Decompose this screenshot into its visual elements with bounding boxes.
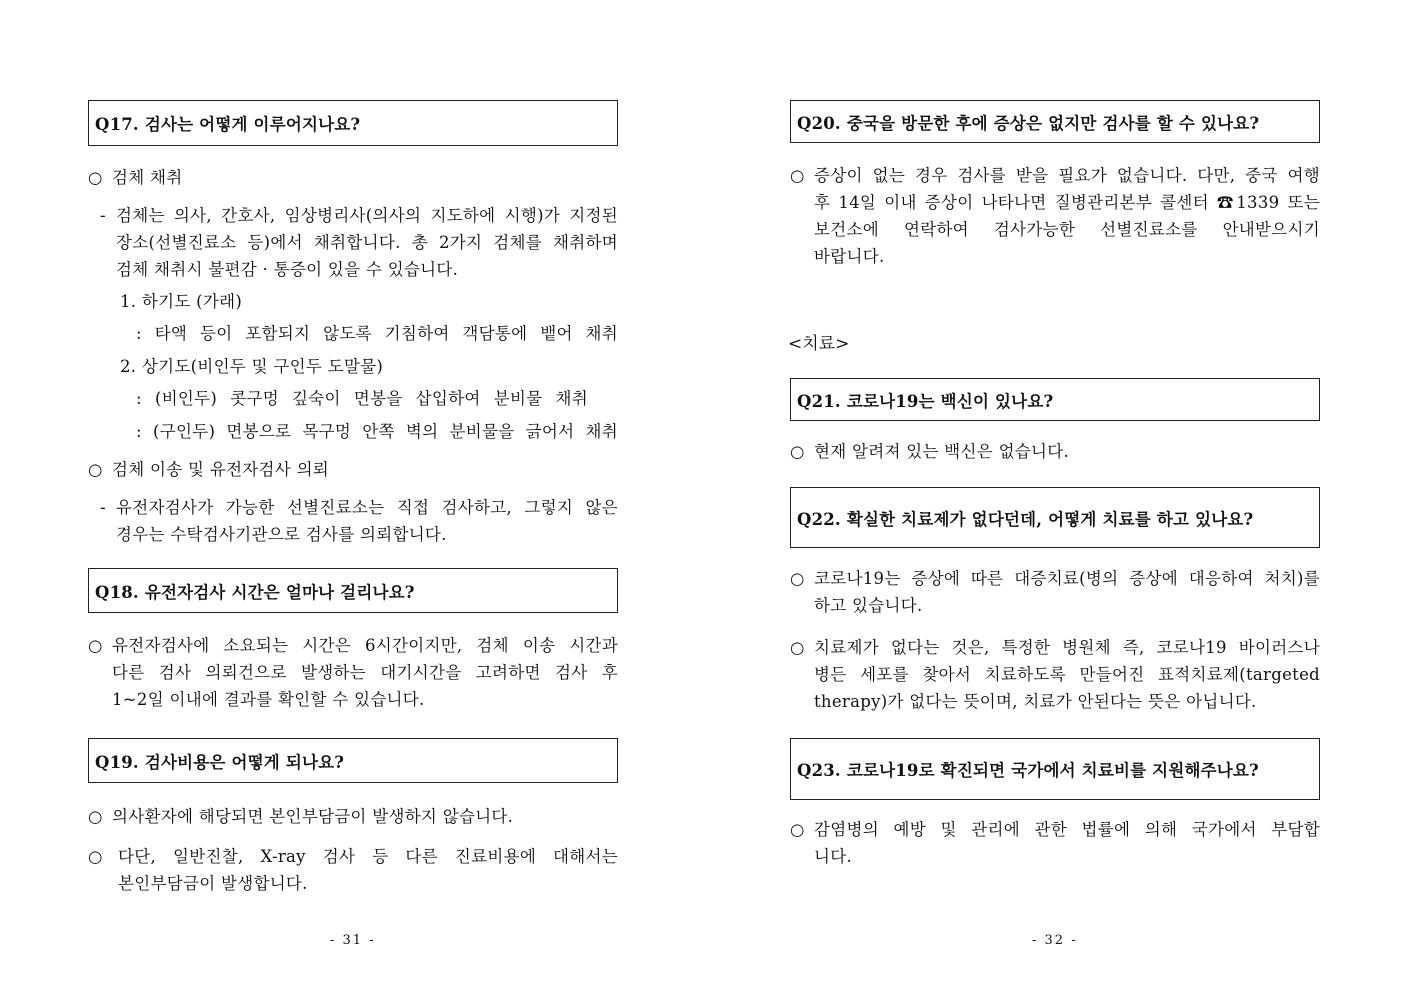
paragraph-line: 증상이 없는 경우 검사를 받을 필요가 없습니다. 다만, 중국 여행 (814, 166, 1320, 185)
bullet-item (88, 632, 618, 713)
desc-text: : (구인두) 면봉으로 목구멍 안쪽 벽의 분비물을 긁어서 채취 (136, 422, 618, 441)
bullet-symbol: ○ (790, 442, 805, 461)
bullet-item (88, 164, 183, 191)
question-box-q22 (790, 487, 1320, 548)
numbered-item: 1. 하기도 (가래) (120, 292, 243, 311)
section-heading: <치료> (788, 334, 850, 354)
bullet-symbol: ○ (88, 636, 103, 655)
bullet-text: 현재 알려져 있는 백신은 없습니다. (814, 442, 1070, 461)
bullet-symbol: ○ (790, 638, 805, 657)
bullet-item (790, 162, 1320, 270)
question-title: Q21. 코로나19는 백신이 있나요? (797, 391, 1054, 411)
paragraph-line: 경우는 수탁검사기관으로 검사를 의뢰합니다. (116, 525, 447, 544)
paragraph-line: 후 14일 이내 증상이 나타나면 질병관리본부 콜센터 ☎1339 또는 (814, 193, 1320, 212)
paragraph-line: 본인부담금이 발생합니다. (118, 874, 308, 893)
paragraph-line: 보건소에 연락하여 검사가능한 선별진료소를 안내받으시기 (814, 220, 1320, 239)
paragraph-line: 검체는 의사, 간호사, 임상병리사(의사의 지도하에 시행)가 지정된 (116, 206, 618, 225)
bullet-symbol: ○ (88, 168, 103, 187)
question-title: Q17. 검사는 어떻게 이루어지나요? (95, 115, 361, 134)
numbered-item: 2. 상기도(비인두 및 구인두 도말물) (120, 357, 384, 376)
left-page (0, 0, 701, 992)
bullet-text: 검체 이송 및 유전자검사 의뢰 (112, 460, 330, 479)
question-title: Q23. 코로나19로 확진되면 국가에서 치료비를 지원해주나요? (797, 761, 1259, 780)
right-page (702, 0, 1403, 992)
paragraph-line: 병든 세포를 찾아서 치료하도록 만들어진 표적치료제(targeted (814, 665, 1320, 684)
page-number: - 31 - (330, 933, 376, 948)
question-title: Q22. 확실한 치료제가 없다던데, 어떻게 치료를 하고 있나요? (797, 509, 1254, 529)
numbered-item-desc (136, 418, 618, 445)
bullet-symbol: ○ (88, 807, 103, 826)
bullet-symbol: ○ (88, 460, 103, 479)
page-number: - 32 - (1032, 933, 1078, 948)
paragraph-line: 하고 있습니다. (814, 596, 923, 615)
desc-text: : (비인두) 콧구멍 깊숙이 면봉을 삽입하여 분비물 채취 (136, 389, 588, 408)
bullet-text: 검체 채취 (112, 168, 183, 187)
question-box-q19 (88, 738, 618, 783)
bullet-item (790, 816, 1320, 870)
question-title: Q19. 검사비용은 어떻게 되나요? (95, 752, 345, 772)
bullet-symbol: ○ (790, 820, 805, 839)
question-box-q20 (790, 100, 1320, 143)
dash-item (100, 202, 618, 283)
paragraph-line: 니다. (814, 847, 853, 866)
desc-text: : 타액 등이 포함되지 않도록 기침하여 객담통에 뱉어 채취 (136, 324, 618, 343)
paragraph-line: 감염병의 예방 및 관리에 관한 법률에 의해 국가에서 부담합 (814, 820, 1320, 839)
question-title: Q18. 유전자검사 시간은 얼마나 걸리나요? (95, 582, 415, 602)
bullet-symbol: ○ (790, 569, 805, 588)
bullet-item (790, 565, 1320, 619)
numbered-item-desc (136, 320, 618, 347)
bullet-item (790, 634, 1320, 715)
dash-item (100, 494, 618, 548)
paragraph-line: 장소(선별진료소 등)에서 채취합니다. 총 2가지 검체를 채취하며 (116, 233, 618, 252)
dash-symbol: - (100, 498, 106, 517)
paragraph-line: 1~2일 이내에 결과를 확인할 수 있습니다. (112, 690, 425, 709)
bullet-symbol: ○ (790, 166, 805, 185)
question-box-q21 (790, 378, 1320, 421)
paragraph-line: 검체 채취시 불편감 · 통증이 있을 수 있습니다. (116, 260, 459, 279)
paragraph-line: 치료제가 없다는 것은, 특정한 병원체 즉, 코로나19 바이러스나 (814, 638, 1320, 657)
bullet-item (88, 456, 329, 483)
bullet-item (88, 843, 618, 897)
question-box-q18 (88, 568, 618, 613)
paragraph-line: 다른 검사 의뢰건으로 발생하는 대기시간을 고려하면 검사 후 (112, 663, 618, 682)
bullet-symbol: ○ (88, 847, 103, 866)
dash-symbol: - (100, 206, 106, 225)
numbered-item-desc (136, 385, 588, 412)
bullet-item (88, 803, 513, 830)
paragraph-line: therapy)가 없다는 뜻이며, 치료가 안된다는 뜻은 아닙니다. (814, 692, 1257, 711)
bullet-item (790, 438, 1069, 465)
paragraph-line: 유전자검사에 소요되는 시간은 6시간이지만, 검체 이송 시간과 (112, 636, 618, 655)
question-title: Q20. 중국을 방문한 후에 증상은 없지만 검사를 할 수 있나요? (797, 113, 1260, 133)
paragraph-line: 유전자검사가 가능한 선별진료소는 직접 검사하고, 그렇지 않은 (116, 498, 618, 517)
question-box-q23 (790, 738, 1320, 800)
paragraph-line: 코로나19는 증상에 따른 대증치료(병의 증상에 대응하여 처치)를 (814, 569, 1320, 588)
bullet-text: 의사환자에 해당되면 본인부담금이 발생하지 않습니다. (112, 807, 514, 826)
paragraph-line: 다단, 일반진찰, X-ray 검사 등 다른 진료비용에 대해서는 (118, 847, 618, 866)
question-box-q17 (88, 100, 618, 146)
paragraph-line: 바랍니다. (814, 247, 885, 266)
